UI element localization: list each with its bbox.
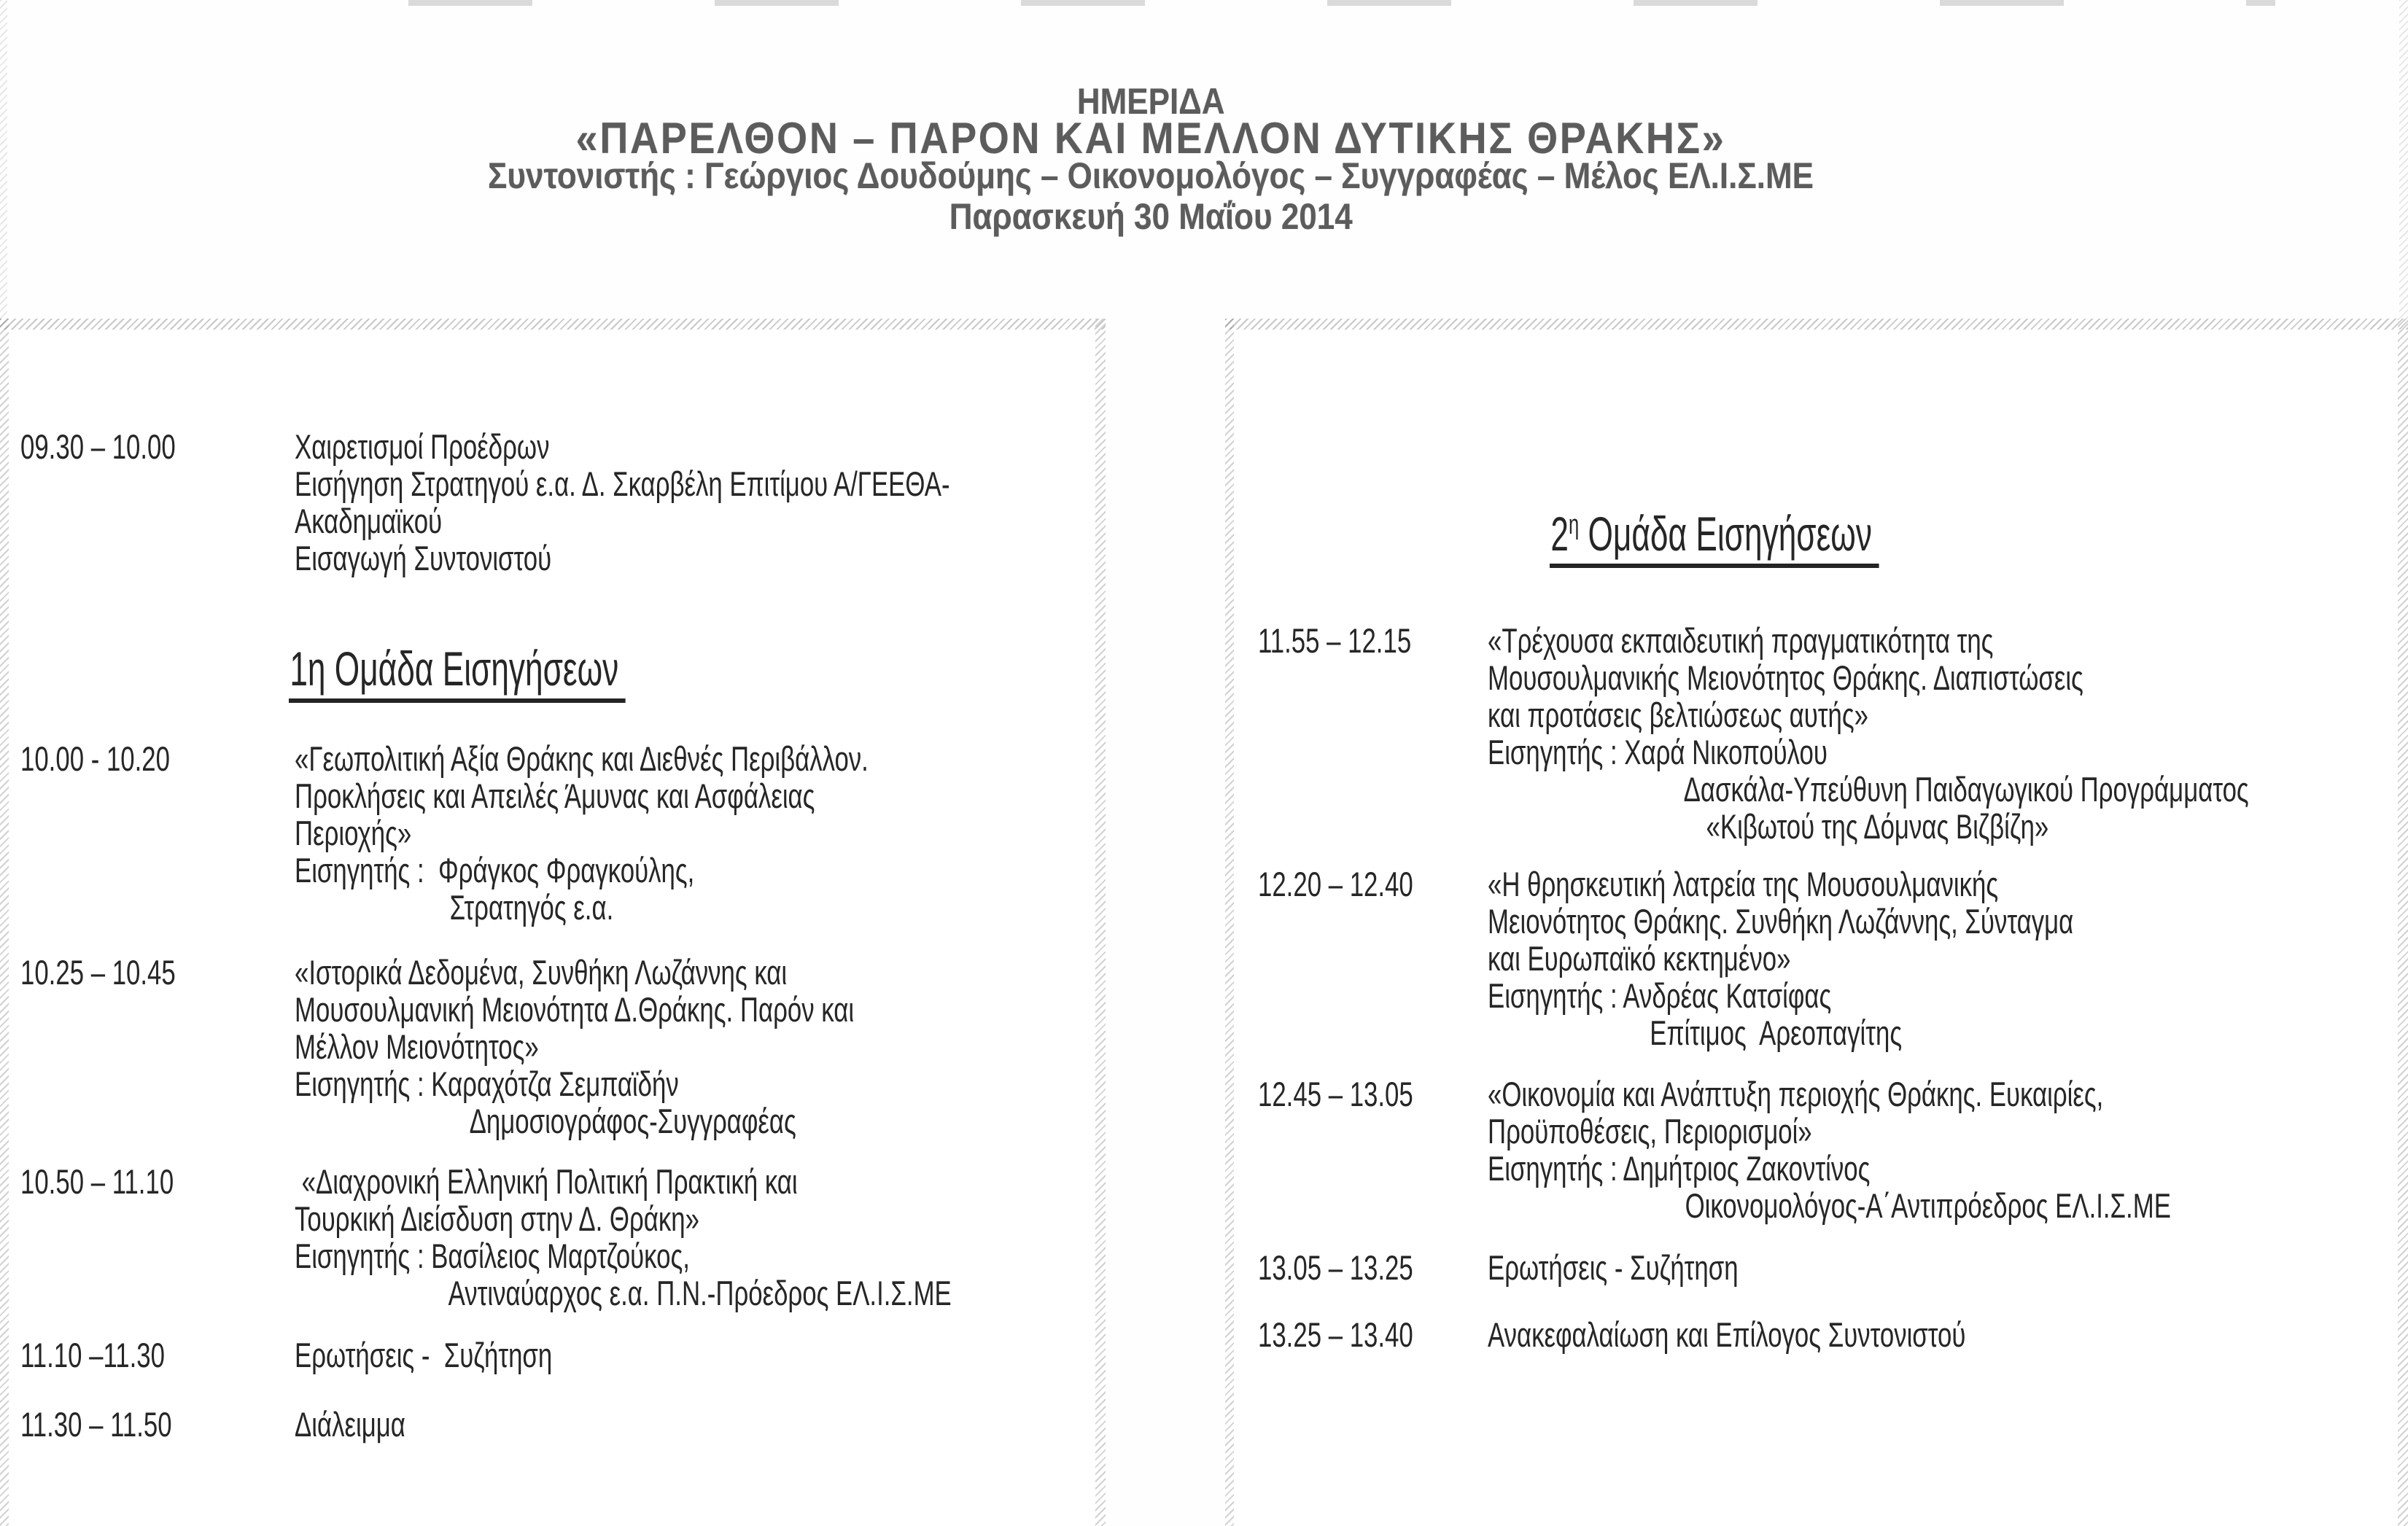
session-text bbox=[1488, 865, 2396, 1051]
session-line: «Κιβωτού της Δόμνας Βιζβίζη» bbox=[1488, 807, 2049, 846]
session-text bbox=[295, 1336, 1094, 1374]
session-line: Μειονότητος Θράκης. Συνθήκη Λωζάννης, Σύνταγμα bbox=[1488, 902, 2074, 941]
session-text bbox=[295, 954, 1094, 1140]
session-line: Εισήγηση Στρατηγού ε.α. Δ. Σκαρβέλη Επιτίμου Α/ΓΕΕΘΑ- bbox=[295, 464, 950, 503]
event-date: Παρασκευή 30 Μαΐου 2014 bbox=[949, 196, 1353, 237]
session-text bbox=[295, 1406, 1094, 1443]
session-line: Οικονομολόγος-Α΄Αντιπρόεδρος ΕΛ.Ι.Σ.ΜΕ bbox=[1488, 1186, 2171, 1225]
panel-border-top bbox=[1225, 319, 2408, 330]
session-text bbox=[1488, 1075, 2396, 1224]
scan-artifact-top bbox=[408, 0, 2275, 6]
session-time: 10.00 - 10.20 bbox=[20, 739, 170, 778]
session-line: Αντιναύαρχος ε.α. Π.Ν.-Πρόεδρος ΕΛ.Ι.Σ.ΜΕ bbox=[295, 1274, 952, 1312]
session-line: Εισηγητής : Δημήτριος Ζακοντίνος bbox=[1488, 1149, 1871, 1188]
session-line: «Διαχρονική Ελληνική Πολιτική Πρακτική και bbox=[295, 1162, 798, 1201]
panel-border-left bbox=[1225, 319, 1234, 1526]
session-time: 13.25 – 13.40 bbox=[1258, 1315, 1413, 1354]
session-line: Εισηγητής : Ανδρέας Κατσίφας bbox=[1488, 976, 1832, 1015]
session-time: 10.50 – 11.10 bbox=[20, 1162, 174, 1201]
session-line: Επίτιμος Αρεοπαγίτης bbox=[1488, 1013, 1903, 1052]
session-line: Προϋποθέσεις, Περιορισμοί» bbox=[1488, 1112, 1812, 1151]
scan-edge-texture-right bbox=[2399, 0, 2408, 319]
panel-border-left bbox=[0, 319, 9, 1526]
session-line: Τουρκική Διείσδυση στην Δ. Θράκη» bbox=[295, 1199, 699, 1238]
session-line: Μέλλον Μειονότητος» bbox=[295, 1027, 539, 1066]
session-line: «Τρέχουσα εκπαιδευτική πραγματικότητα της bbox=[1488, 621, 1994, 660]
session-line: Περιοχής» bbox=[295, 814, 412, 852]
session-time: 13.05 – 13.25 bbox=[1258, 1248, 1413, 1287]
panel-border-right bbox=[2398, 319, 2408, 1526]
session-text bbox=[295, 740, 1094, 926]
session-line: Μουσουλμανική Μειονότητα Δ.Θράκης. Παρόν και bbox=[295, 990, 855, 1029]
session-text bbox=[295, 428, 1094, 577]
group-heading-wrap bbox=[289, 642, 1094, 703]
session-line: «Γεωπολιτική Αξία Θράκης και Διεθνές Περιβάλλον. bbox=[295, 739, 869, 778]
schedule-panel-morning bbox=[0, 319, 1106, 1526]
session-line: «Η θρησκευτική λατρεία της Μουσουλμανικής bbox=[1488, 865, 1999, 903]
session-line: και προτάσεις βελτιώσεως αυτής» bbox=[1488, 696, 1868, 734]
schedule-panel-midday bbox=[1225, 319, 2408, 1526]
group-heading-wrap bbox=[1550, 507, 2396, 568]
session-line: Εισαγωγή Συντονιστού bbox=[295, 539, 552, 577]
session-line: Ερωτήσεις - Συζήτηση bbox=[295, 1336, 553, 1374]
session-line: Μουσουλμανικής Μειονότητος Θράκης. Διαπιστώσεις bbox=[1488, 658, 2083, 697]
session-time: 11.30 – 11.50 bbox=[20, 1405, 172, 1444]
session-line: Ανακεφαλαίωση και Επίλογος Συντονιστού bbox=[1488, 1315, 1966, 1354]
session-time: 11.55 – 12.15 bbox=[1258, 621, 1412, 660]
session-line: Εισηγητής : Φράγκος Φραγκούλης, bbox=[295, 851, 695, 889]
coordinator-line: Συντονιστής : Γεώργιος Δουδούμης – Οικονομολόγος – Συγγραφέας – Μέλος ΕΛ.Ι.Σ.ΜΕ bbox=[487, 155, 1814, 196]
session-time: 09.30 – 10.00 bbox=[20, 427, 176, 466]
session-time: 11.10 –11.30 bbox=[20, 1336, 165, 1374]
session-line: Ερωτήσεις - Συζήτηση bbox=[1488, 1248, 1739, 1287]
session-line: Εισηγητής : Βασίλειος Μαρτζούκος, bbox=[295, 1237, 690, 1275]
session-line: Διάλειμμα bbox=[295, 1405, 405, 1444]
session-line: Δημοσιογράφος-Συγγραφέας bbox=[295, 1102, 796, 1140]
session-line: Χαιρετισμοί Προέδρων bbox=[295, 427, 550, 466]
session-text bbox=[1488, 1249, 2396, 1286]
session-line: Εισηγητής : Χαρά Νικοπούλου bbox=[1488, 733, 1828, 771]
session-line: και Ευρωπαϊκό κεκτημένο» bbox=[1488, 939, 1791, 978]
panel-border-right bbox=[1095, 319, 1106, 1526]
group-1-heading: 1η Ομάδα Εισηγήσεων bbox=[289, 645, 626, 703]
event-type-title: ΗΜΕΡΙΔΑ bbox=[1076, 81, 1225, 122]
session-line: Εισηγητής : Καραχότζα Σεμπαϊδήν bbox=[295, 1064, 679, 1103]
session-line: «Ιστορικά Δεδομένα, Συνθήκη Λωζάννης και bbox=[295, 953, 788, 992]
session-time: 12.45 – 13.05 bbox=[1258, 1075, 1413, 1113]
session-line: «Οικονομία και Ανάπτυξη περιοχής Θράκης. Ευκαιρίες, bbox=[1488, 1075, 2104, 1113]
session-time: 12.20 – 12.40 bbox=[1258, 865, 1413, 903]
session-text bbox=[1488, 1316, 2396, 1353]
panel-border-top bbox=[0, 319, 1106, 330]
session-line: Δασκάλα-Υπεύθυνη Παιδαγωγικού Προγράμματος bbox=[1488, 770, 2249, 809]
session-time: 10.25 – 10.45 bbox=[20, 953, 176, 992]
session-line: Προκλήσεις και Απειλές Άμυνας και Ασφάλειας bbox=[295, 776, 815, 815]
session-text bbox=[295, 1163, 1094, 1312]
session-line: Στρατηγός ε.α. bbox=[295, 888, 614, 927]
event-main-title: «ΠΑΡΕΛΘΟΝ – ΠΑΡΟΝ ΚΑΙ ΜΕΛΛΟΝ ΔΥΤΙΚΗΣ ΘΡΑΚΗΣ» bbox=[575, 114, 1726, 163]
session-line: Ακαδημαϊκού bbox=[295, 502, 443, 540]
session-text bbox=[1488, 622, 2396, 845]
group-2-heading: $2^\eta$ Ομάδα Εισηγήσεων bbox=[1550, 510, 1879, 568]
ordinal-superscript: η bbox=[1568, 509, 1580, 540]
